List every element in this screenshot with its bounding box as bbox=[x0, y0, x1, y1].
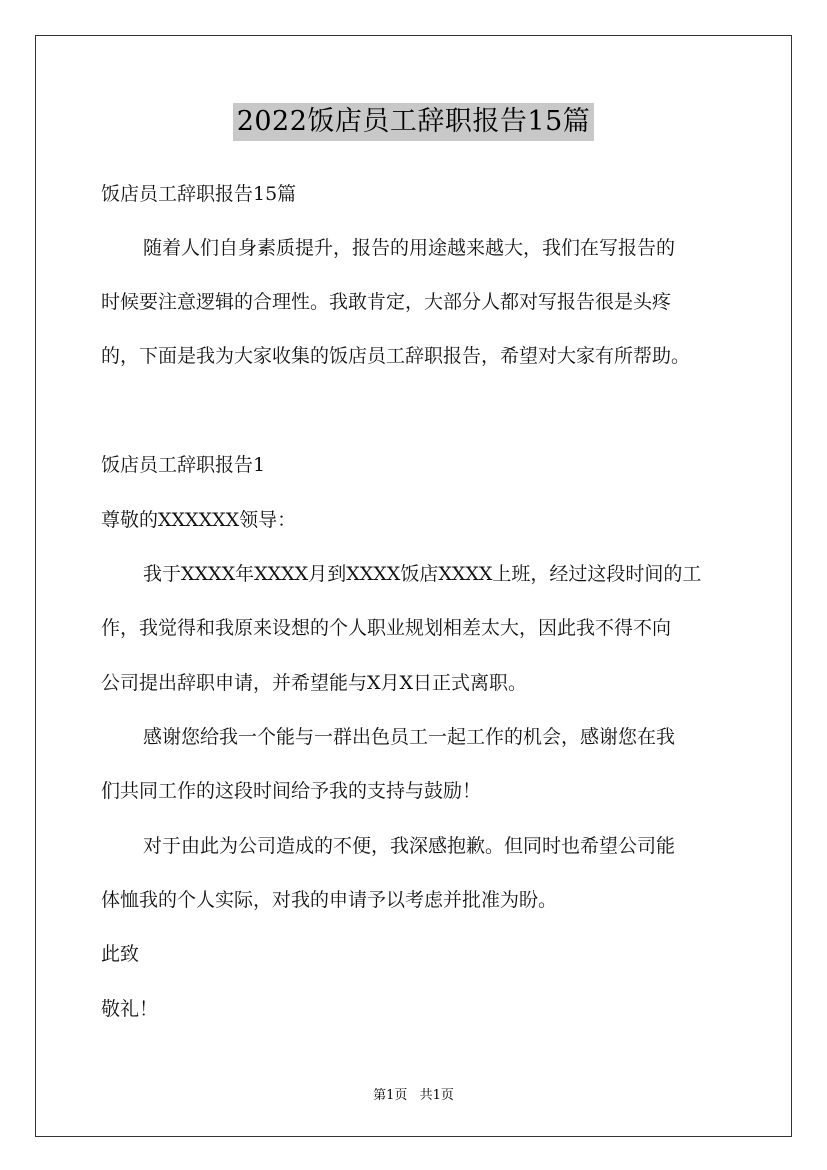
paragraph2-line-1: 感谢您给我一个能与一群出色员工一起工作的机会，感谢您在我 bbox=[143, 726, 676, 748]
salutation: 尊敬的XXXXXX领导： bbox=[101, 509, 297, 531]
paragraph1-line-3: 公司提出辞职申请，并希望能与X月X日正式离职。 bbox=[101, 672, 528, 694]
paragraph2-line-2: 们共同工作的这段时间给予我的支持与鼓励！ bbox=[101, 780, 482, 802]
closing-line-1: 此致 bbox=[101, 943, 140, 965]
intro-line-2: 时候要注意逻辑的合理性。我敢肯定，大部分人都对写报告很是头疼 bbox=[101, 291, 672, 313]
section-heading: 饭店员工辞职报告1 bbox=[101, 454, 266, 476]
title-container bbox=[0, 103, 827, 141]
paragraph3-line-1: 对于由此为公司造成的不便，我深感抱歉。但同时也希望公司能 bbox=[143, 835, 676, 857]
intro-line-3: 的，下面是我为大家收集的饭店员工辞职报告，希望对大家有所帮助。 bbox=[101, 345, 691, 367]
paragraph1-line-1: 我于XXXX年XXXX月到XXXX饭店XXXX上班，经过这段时间的工 bbox=[143, 563, 702, 585]
intro-line-1: 随着人们自身素质提升，报告的用途越来越大，我们在写报告的 bbox=[143, 237, 676, 259]
document-subtitle: 饭店员工辞职报告15篇 bbox=[101, 183, 297, 205]
document-title: 2022饭店员工辞职报告15篇 bbox=[233, 103, 595, 141]
page-total: 共1页 bbox=[419, 1088, 454, 1103]
paragraph1-line-2: 作，我觉得和我原来设想的个人职业规划相差太大，因此我不得不向 bbox=[101, 617, 672, 639]
page-footer bbox=[0, 1084, 827, 1103]
closing-line-2: 敬礼！ bbox=[101, 998, 159, 1020]
paragraph3-line-2: 体恤我的个人实际，对我的申请予以考虑并批准为盼。 bbox=[101, 889, 558, 911]
page-number: 第1页 bbox=[373, 1088, 408, 1103]
